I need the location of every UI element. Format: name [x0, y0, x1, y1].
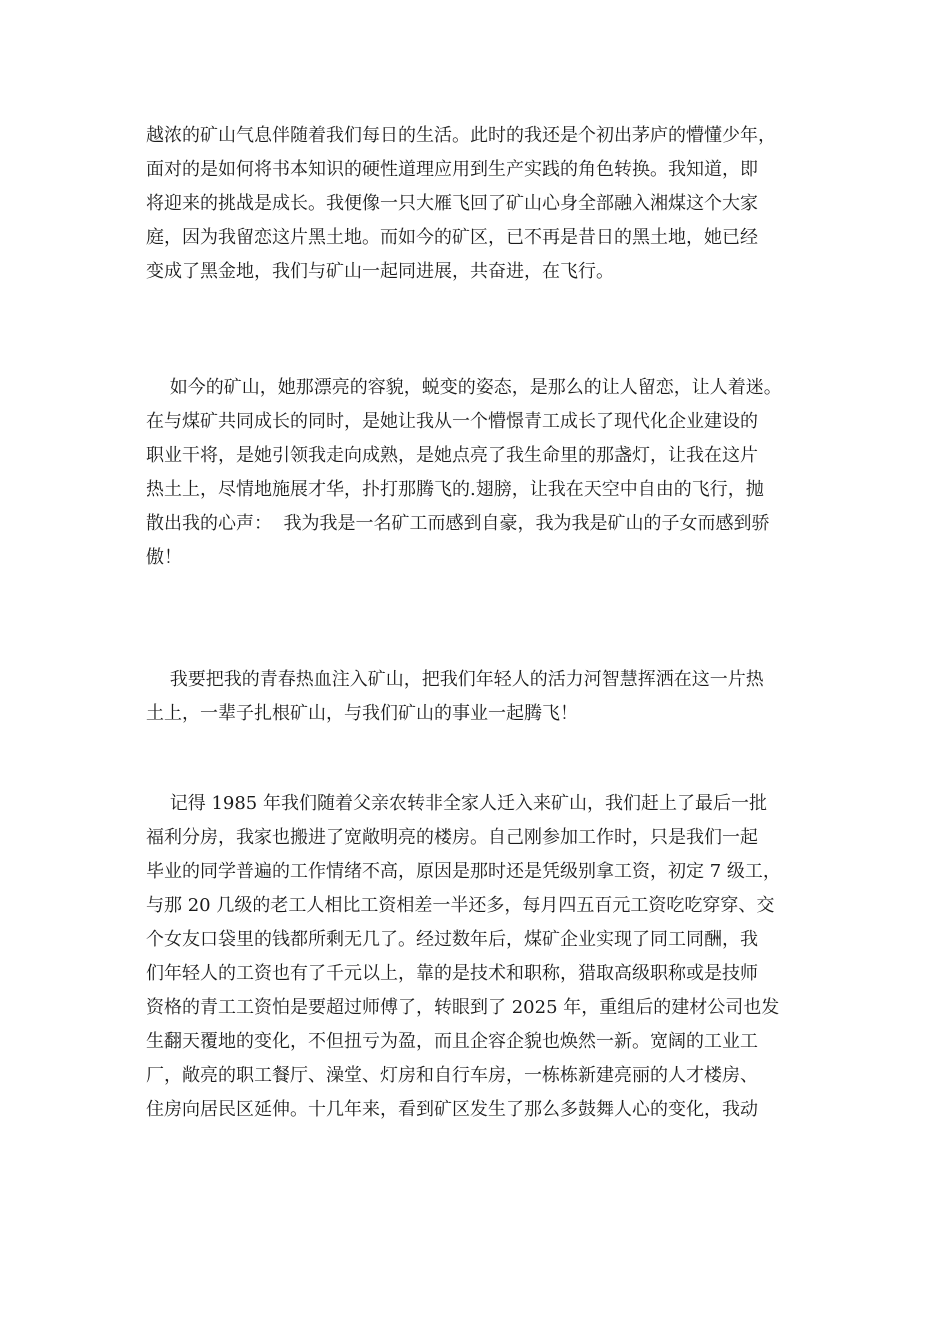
- paragraph-line: 厂，敞亮的职工餐厅、澡堂、灯房和自行车房，一栋栋新建亮丽的人才楼房、: [146, 1065, 758, 1086]
- paragraph-line: 与那 20 几级的老工人相比工资相差一半还多，每月四五百元工资吃吃穿穿、交: [146, 895, 775, 916]
- paragraph-3: [146, 663, 826, 731]
- paragraph-line: 我要把我的青春热血注入矿山，把我们年轻人的活力河智慧挥洒在这一片热: [146, 669, 764, 690]
- paragraph-line: 住房向居民区延伸。十几年来，看到矿区发生了那么多鼓舞人心的变化，我动: [146, 1099, 758, 1120]
- paragraph-line: 记得 1985 年我们随着父亲农转非全家人迁入来矿山，我们赶上了最后一批: [146, 793, 767, 814]
- paragraph-4: [146, 787, 826, 1127]
- paragraph-line: 如今的矿山，她那漂亮的容貌，蜕变的姿态，是那么的让人留恋，让人着迷。: [146, 377, 782, 398]
- paragraph-line: 将迎来的挑战是成长。我便像一只大雁飞回了矿山心身全部融入湘煤这个大家: [146, 193, 758, 214]
- paragraph-line: 越浓的矿山气息伴随着我们每日的生活。此时的我还是个初出茅庐的懵懂少年，: [146, 125, 776, 146]
- paragraph-line: 热土上，尽情地施展才华，扑打那腾飞的.翅膀，让我在天空中自由的飞行，抛: [146, 479, 764, 500]
- paragraph-2: [146, 371, 826, 575]
- paragraph-line: 傲！: [146, 547, 182, 568]
- paragraph-line: 散出我的心声： 我为我是一名矿工而感到自豪，我为我是矿山的子女而感到骄: [146, 513, 770, 534]
- paragraph-line: 毕业的同学普遍的工作情绪不高，原因是那时还是凭级别拿工资，初定 7 级工，: [146, 861, 781, 882]
- paragraph-line: 生翻天覆地的变化，不但扭亏为盈，而且企容企貌也焕然一新。宽阔的工业工: [146, 1031, 758, 1052]
- paragraph-line: 福利分房，我家也搬进了宽敞明亮的楼房。自己刚参加工作时，只是我们一起: [146, 827, 758, 848]
- paragraph-line: 们年轻人的工资也有了千元以上，靠的是技术和职称，猎取高级职称或是技师: [146, 963, 758, 984]
- paragraph-1: [146, 119, 826, 289]
- paragraph-line: 在与煤矿共同成长的同时，是她让我从一个懵憬青工成长了现代化企业建设的: [146, 411, 758, 432]
- paragraph-line: 职业干将，是她引领我走向成熟，是她点亮了我生命里的那盏灯，让我在这片: [146, 445, 758, 466]
- paragraph-line: 土上，一辈子扎根矿山，与我们矿山的事业一起腾飞！: [146, 703, 578, 724]
- paragraph-line: 变成了黑金地，我们与矿山一起同进展，共奋进，在飞行。: [146, 261, 614, 282]
- paragraph-line: 个女友口袋里的钱都所剩无几了。经过数年后，煤矿企业实现了同工同酬，我: [146, 929, 758, 950]
- paragraph-line: 面对的是如何将书本知识的硬性道理应用到生产实践的角色转换。我知道，即: [146, 159, 758, 180]
- paragraph-line: 资格的青工工资怕是要超过师傅了，转眼到了 2025 年，重组后的建材公司也发: [146, 997, 780, 1018]
- paragraph-line: 庭，因为我留恋这片黑土地。而如今的矿区，已不再是昔日的黑土地，她已经: [146, 227, 758, 248]
